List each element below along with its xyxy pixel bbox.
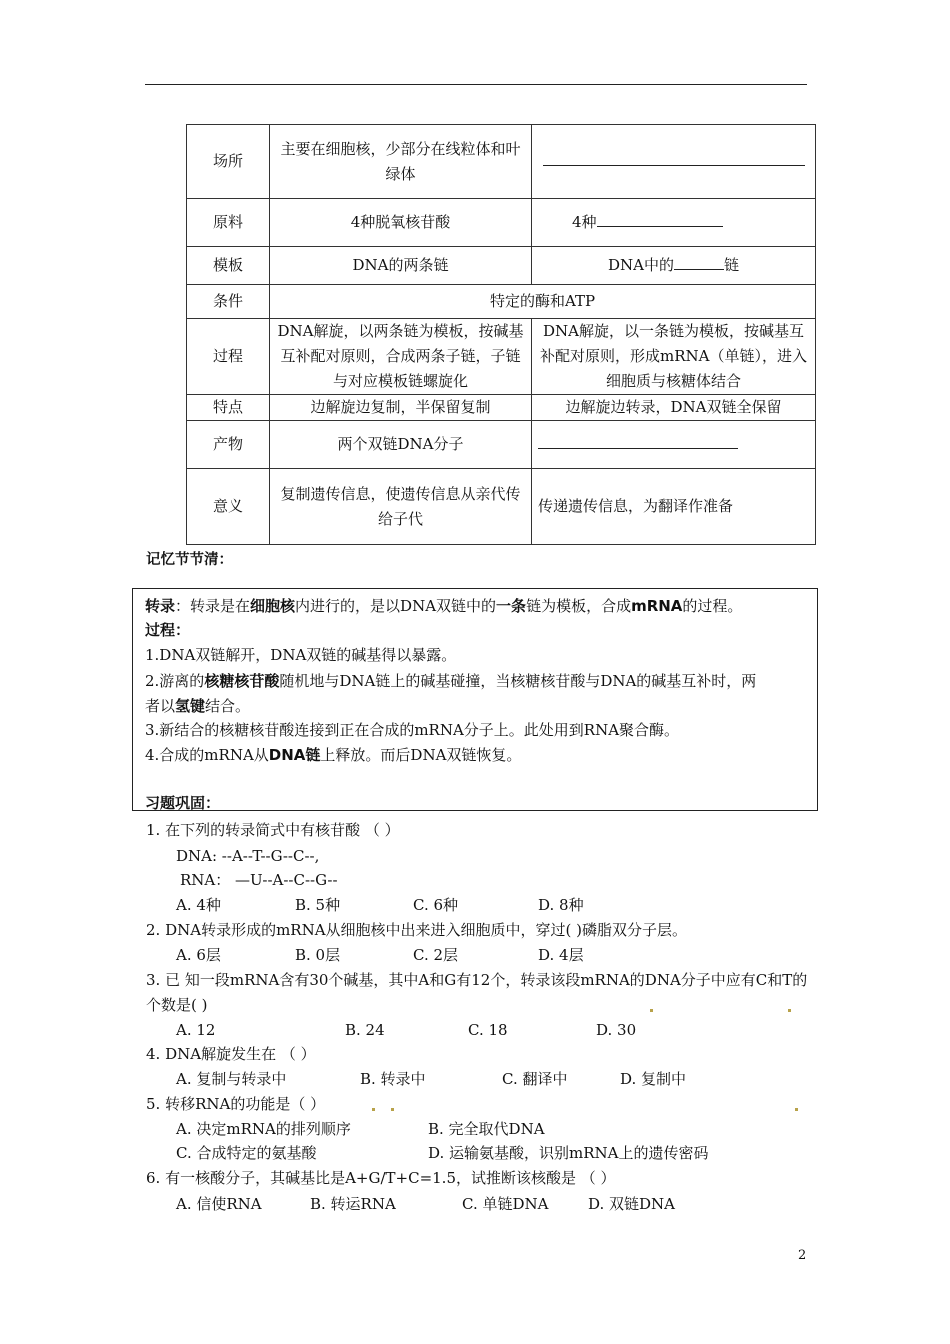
memory-title: 记忆节节清： [146,552,233,568]
exercises-title: 习题巩固： [145,794,221,812]
table-row [187,247,816,285]
option: D. 双链DNA [588,1195,676,1213]
summary-line: 过程： [145,621,191,639]
row-label: 条件 [187,285,270,319]
row-label: 特点 [187,395,270,421]
option: C. 2层 [413,946,459,964]
option: C. 18 [468,1021,508,1039]
header-rule [145,84,807,85]
cell-text: 链 [723,256,739,274]
option: C. 6种 [413,896,459,914]
summary-line: 1.DNA双链解开，DNA双链的碱基得以暴露。 [145,646,457,664]
replication-cell: 复制遗传信息，使遗传信息从亲代传给子代 [270,469,532,545]
table-row [187,395,816,421]
table-row [187,285,816,319]
option: A. 决定mRNA的排列顺序 [176,1120,351,1138]
question-6: 6. 有一核酸分子，其碱基比是A+G/T+C=1.5，试推断该核酸是 （ ） [146,1169,616,1187]
scan-dot [391,1108,394,1111]
transcription-cell: 传递遗传信息，为翻译作准备 [532,469,816,545]
fill-blank [543,151,805,166]
option: B. 24 [345,1021,385,1039]
option: A. 4种 [176,896,221,914]
rna-strand: RNA： —U--A--C--G-- [180,871,338,889]
scan-dot [788,1009,791,1012]
option: B. 完全取代DNA [428,1120,545,1138]
summary-line: 3.新结合的核糖核苷酸连接到正在合成的mRNA分子上。此处用到RNA聚合酶。 [145,721,680,739]
question-4: 4. DNA解旋发生在 （ ） [146,1045,316,1063]
table-row [187,319,816,395]
fill-blank [597,212,723,227]
option: B. 转录中 [360,1070,426,1088]
transcription-cell [532,199,816,247]
transcription-cell [532,247,816,285]
row-label: 模板 [187,247,270,285]
table-row [187,421,816,469]
option: D. 30 [596,1021,637,1039]
transcription-cell: 边解旋边转录，DNA双链全保留 [532,395,816,421]
comparison-table [186,124,816,545]
dna-strand: DNA: --A--T--G--C--, [176,847,320,865]
merged-cell: 特定的酶和ATP [270,285,816,319]
option: C. 单链DNA [462,1195,549,1213]
option: B. 5种 [295,896,341,914]
summary-line: 4.合成的mRNA从DNA链上释放。而后DNA双链恢复。 [145,746,522,764]
option: C. 合成特定的氨基酸 [176,1144,317,1162]
question-2: 2. DNA转录形成的mRNA从细胞核中出来进入细胞质中，穿过( )磷脂双分子层。 [146,921,688,939]
option: D. 运输氨基酸，识别mRNA上的遗传密码 [428,1144,709,1162]
transcription-cell [532,125,816,199]
replication-cell: 两个双链DNA分子 [270,421,532,469]
scan-dot [372,1108,375,1111]
question-3-cont: 个数是( ) [146,996,208,1014]
option: A. 信使RNA [176,1195,262,1213]
option: D. 8种 [538,896,584,914]
replication-cell: 4种脱氧核苷酸 [270,199,532,247]
table-row [187,469,816,545]
row-label: 产物 [187,421,270,469]
option: C. 翻译中 [502,1070,568,1088]
option: B. 0层 [295,946,341,964]
option: A. 12 [176,1021,216,1039]
option: D. 4层 [538,946,584,964]
replication-cell: DNA的两条链 [270,247,532,285]
table-row [187,125,816,199]
cell-text: DNA中的 [608,256,674,274]
replication-cell: 主要在细胞核，少部分在线粒体和叶绿体 [270,125,532,199]
replication-cell: 边解旋边复制，半保留复制 [270,395,532,421]
transcription-cell: DNA解旋，以一条链为模板，按碱基互补配对原则，形成mRNA（单链），进入细胞质与核糖体结合 [532,319,816,395]
question-1: 1. 在下列的转录简式中有核苷酸 （ ） [146,821,400,839]
row-label: 过程 [187,319,270,395]
transcription-cell [532,421,816,469]
scan-dot [795,1108,798,1111]
row-label: 意义 [187,469,270,545]
question-5: 5. 转移RNA的功能是（ ） [146,1095,326,1113]
question-3: 3. 已 知一段mRNA含有30个碱基，其中A和G有12个，转录该段mRNA的DNA分子中应有C和T的 [146,971,808,989]
scan-dot [650,1009,653,1012]
option: A. 6层 [176,946,221,964]
row-label: 场所 [187,125,270,199]
option: A. 复制与转录中 [176,1070,287,1088]
row-label: 原料 [187,199,270,247]
option: D. 复制中 [620,1070,687,1088]
fill-blank [538,434,738,449]
cell-text: 4种 [572,213,597,231]
summary-line: 转录：转录是在细胞核内进行的，是以DNA双链中的一条链为模板，合成mRNA的过程。 [145,597,743,615]
page-number: 2 [798,1248,807,1263]
summary-line: 2.游离的核糖核苷酸随机地与DNA链上的碱基碰撞，当核糖核苷酸与DNA的碱基互补时，两 [145,672,757,690]
option: B. 转运RNA [310,1195,396,1213]
replication-cell: DNA解旋，以两条链为模板，按碱基互补配对原则，合成两条子链，子链与对应模板链螺旋化 [270,319,532,395]
table-row [187,199,816,247]
summary-box [132,588,818,811]
fill-blank [674,255,724,270]
summary-line: 者以氢键结合。 [145,697,251,715]
